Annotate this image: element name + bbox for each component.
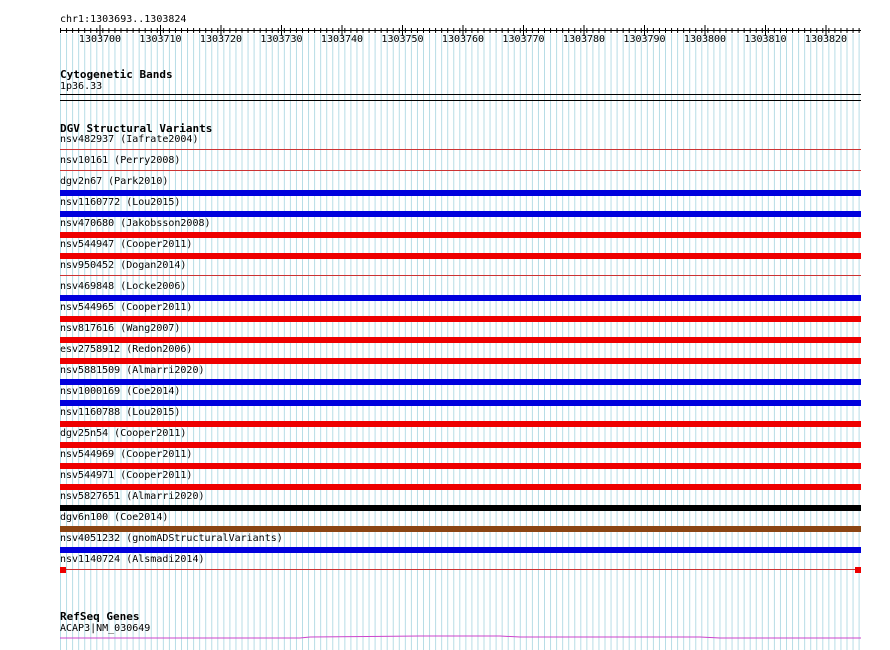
dgv-variant-label[interactable]: nsv817616 (Wang2007) [60,323,181,334]
ruler-tick-label: 1303780 [562,34,606,45]
dgv-variant-bar[interactable] [60,379,861,385]
ruler-tick-label: 1303710 [139,34,182,45]
dgv-variant-label[interactable]: nsv469848 (Locke2006) [60,281,187,292]
track-separator [60,100,861,101]
dgv-variant-label[interactable]: nsv1140724 (Alsmadi2014) [60,554,205,565]
ruler-tick-label: 1303790 [623,34,666,45]
dgv-variant-label[interactable]: nsv1160772 (Lou2015) [60,197,181,208]
ruler-tick-label: 1303770 [502,34,545,45]
dgv-variant-label[interactable]: nsv544971 (Cooper2011) [60,470,193,481]
ruler-tick-label: 1303800 [683,34,727,45]
dgv-variant-bar[interactable] [60,149,861,150]
dgv-variant-label[interactable]: dgv6n100 (Coe2014) [60,512,169,523]
ruler-tick-label: 1303740 [320,34,364,45]
dgv-variant-bar[interactable] [60,505,861,511]
dgv-variant-label[interactable]: dgv25n54 (Cooper2011) [60,428,187,439]
feature-end-marker-right [855,567,861,573]
dgv-variant-label[interactable]: nsv1160788 (Lou2015) [60,407,181,418]
feature-end-marker-left [60,567,66,573]
refseq-gene-line[interactable] [0,632,890,642]
dgv-variant-bar[interactable] [60,295,861,301]
dgv-variant-bar[interactable] [60,569,861,570]
ruler-tick-label: 1303750 [381,34,424,45]
cytoband-line [60,94,861,95]
cytoband-track-title: Cytogenetic Bands [60,68,173,81]
region-coordinates: chr1:1303693..1303824 [60,14,187,25]
dgv-variant-label[interactable]: nsv1000169 (Coe2014) [60,386,181,397]
dgv-variant-bar[interactable] [60,547,861,553]
dgv-variant-label[interactable]: nsv470680 (Jakobsson2008) [60,218,211,229]
dgv-variant-bar[interactable] [60,463,861,469]
dgv-variant-bar[interactable] [60,484,861,490]
refseq-gene-label[interactable]: ACAP3|NM_030649 [60,623,151,634]
dgv-variant-bar[interactable] [60,526,861,532]
ruler-tick-label: 1303760 [441,34,485,45]
dgv-variant-bar[interactable] [60,253,861,259]
dgv-variant-bar[interactable] [60,316,861,322]
dgv-variant-label[interactable]: nsv544965 (Cooper2011) [60,302,193,313]
dgv-variant-bar[interactable] [60,190,861,196]
dgv-variant-bar[interactable] [60,358,861,364]
dgv-variant-label[interactable]: nsv5881509 (Almarri2020) [60,365,205,376]
dgv-variant-label[interactable]: nsv10161 (Perry2008) [60,155,181,166]
dgv-variant-bar[interactable] [60,170,861,171]
ruler-tick-label: 1303820 [804,34,848,45]
dgv-variant-label[interactable]: nsv5827651 (Almarri2020) [60,491,205,502]
dgv-variant-bar[interactable] [60,442,861,448]
ruler-tick-label: 1303730 [260,34,303,45]
dgv-variant-label[interactable]: dgv2n67 (Park2010) [60,176,169,187]
dgv-variant-label[interactable]: esv2758912 (Redon2006) [60,344,193,355]
dgv-variant-label[interactable]: nsv482937 (Iafrate2004) [60,134,199,145]
dgv-variant-bar[interactable] [60,337,861,343]
dgv-variant-bar[interactable] [60,275,861,276]
ruler-tick-label: 1303810 [744,34,787,45]
cytoband-label[interactable]: 1p36.33 [60,81,103,92]
ruler-tick-label: 1303720 [199,34,243,45]
dgv-variant-label[interactable]: nsv544947 (Cooper2011) [60,239,193,250]
dgv-variant-bar[interactable] [60,232,861,238]
dgv-variant-label[interactable]: nsv950452 (Dogan2014) [60,260,187,271]
dgv-variant-label[interactable]: nsv544969 (Cooper2011) [60,449,193,460]
dgv-variant-bar[interactable] [60,400,861,406]
refseq-track-title: RefSeq Genes [60,610,140,623]
dgv-variant-bar[interactable] [60,421,861,427]
ruler-tick-label: 1303700 [78,34,122,45]
dgv-variant-bar[interactable] [60,211,861,217]
dgv-variant-label[interactable]: nsv4051232 (gnomADStructuralVariants) [60,533,283,544]
dgv-track-title: DGV Structural Variants [60,122,213,135]
